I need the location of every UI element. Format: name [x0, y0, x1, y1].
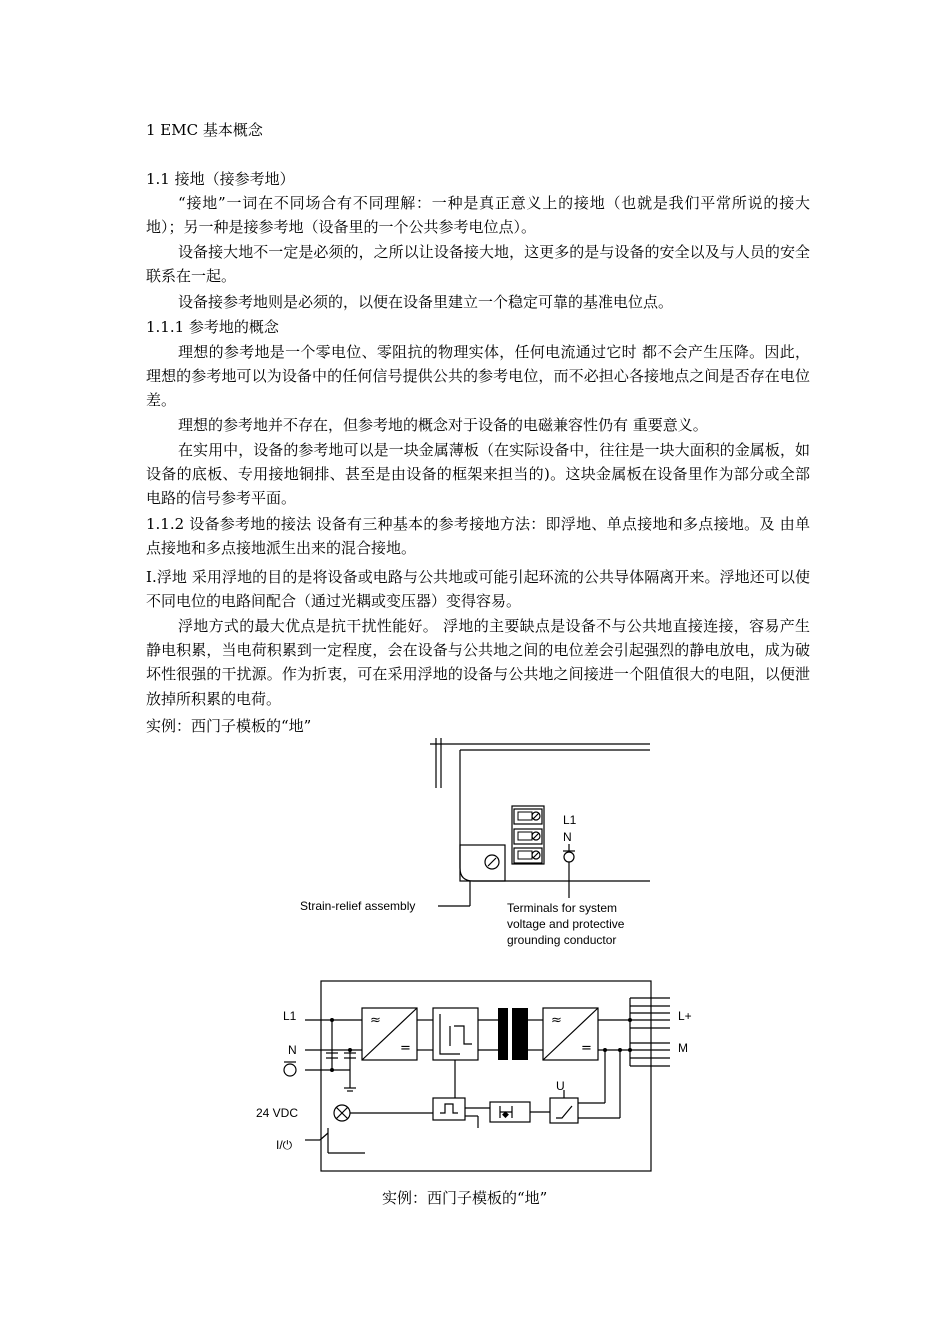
- circuit-label-l1: L1: [283, 1009, 297, 1023]
- label-n: N: [563, 830, 572, 844]
- label-l1: L1: [563, 813, 577, 827]
- section-heading: 1 EMC 基本概念: [146, 121, 263, 139]
- label-terminals-line2: voltage and protective: [507, 917, 625, 931]
- paragraph-ideal-reference: 理想的参考地是一个零电位、零阻抗的物理实体，任何电流通过它时 都不会产生压降。因此，理想的参考地可以为设备中的任何信号提供公共的参考电位，而不必担心各接地点之间是否存在电位差。: [146, 343, 810, 410]
- paragraph-reference-ground: 设备接参考地则是必须的，以便在设备里建立一个稳定可靠的基准电位点。: [178, 293, 674, 311]
- circuit-label-m: M: [678, 1041, 688, 1055]
- paragraph-grounding-methods: 1.1.2 设备参考地的接法 设备有三种基本的参考接地方法：即浮地、单点接地和多点接地。及 由单点接地和多点接地派生出来的混合接地。: [146, 515, 810, 558]
- subsection-heading-1-1-1: 1.1.1 参考地的概念: [146, 318, 279, 336]
- label-strain-relief: Strain-relief assembly: [300, 899, 416, 913]
- paragraph-earth-ground: 设备接大地不一定是必须的，之所以让设备接大地，这更多的是与设备的安全以及与人员的安全联系在一起。: [146, 243, 810, 286]
- paragraph-grounding-definition: “接地”一词在不同场合有不同理解：一种是真正意义上的接地（也就是我们平常所说的接大地）；另一种是接参考地（设备里的一个公共参考电位点）。: [146, 194, 810, 237]
- svg-text:=: =: [400, 1041, 411, 1056]
- svg-text:◆: ◆: [502, 1110, 509, 1120]
- paragraph-ideal-not-exist: 理想的参考地并不存在，但参考地的概念对于设备的电磁兼容性仍有 重要意义。: [178, 416, 708, 434]
- circuit-label-u: U: [556, 1079, 565, 1093]
- label-terminals-line1: Terminals for system: [507, 901, 618, 915]
- circuit-label-n: N: [288, 1043, 297, 1057]
- svg-text:≈: ≈: [370, 1013, 381, 1028]
- paragraph-floating-pros-cons: 浮地方式的最大优点是抗干扰性能好。 浮地的主要缺点是设备不与公共地直接连接，容易产生静电积累，当电荷积累到一定程度，会在设备与公共地之间的电位差会引起强烈的静电放电，成为破坏性很强的干扰源。作为折衷，可在采用浮地的设备与公共地之间接进一个阻值很大的电阻，以便泄放掉所积累的电荷。: [146, 617, 810, 708]
- label-terminals-line3: grounding conductor: [507, 933, 617, 947]
- paragraph-practical-ground: 在实用中，设备的参考地可以是一块金属薄板（在实际设备中，往往是一块大面积的金属板，如设备的底板、专用接地铜排、甚至是由设备的框架来担当的)。这块金属板在设备里作为部分或全部电路的信号参考平面。: [146, 441, 810, 508]
- figure-module-terminals: [280, 738, 660, 953]
- circuit-label-switch: I/⏻: [276, 1138, 293, 1152]
- figure-power-supply-circuit: [250, 978, 710, 1178]
- subsection-heading-1-1: 1.1 接地（接参考地）: [146, 170, 295, 188]
- paragraph-floating-ground: Ⅰ.浮地 采用浮地的目的是将设备或电路与公共地或可能引起环流的公共导体隔离开来。浮地还可以使不同电位的电路间配合（通过光耦或变压器）变得容易。: [146, 568, 810, 611]
- circuit-label-lplus: L+: [678, 1009, 692, 1023]
- svg-text:≈: ≈: [551, 1013, 562, 1028]
- figure-caption: 实例：西门子模板的“地”: [382, 1189, 548, 1207]
- example-label: 实例：西门子模板的“地”: [146, 717, 312, 735]
- circuit-drawing: [250, 978, 710, 1178]
- svg-text:=: =: [581, 1041, 592, 1056]
- circuit-label-24vdc: 24 VDC: [256, 1106, 299, 1120]
